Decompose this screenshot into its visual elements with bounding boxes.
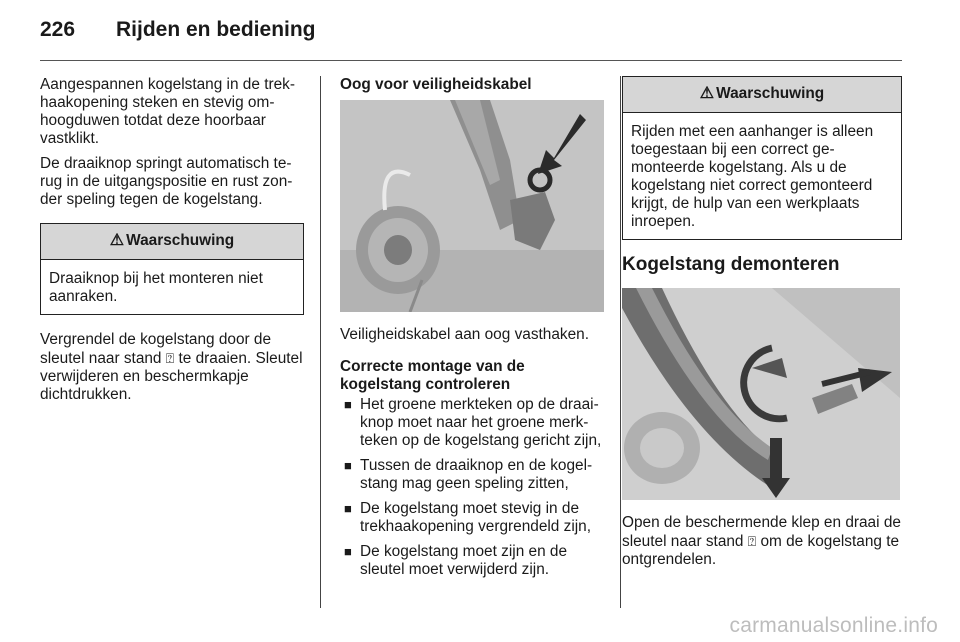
bullet-icon: ■ xyxy=(344,501,352,516)
lock-text-end: te draaien. Sleutel verwijderen en beschermkapje dichtdrukken. xyxy=(40,350,303,403)
key-unlock-icon: ⍰ xyxy=(747,533,757,549)
lock-text-start: Vergrendel de kogelstang door de sleutel naar stand xyxy=(40,331,272,367)
watermark: carmanualsonline.info xyxy=(729,614,938,637)
header-divider xyxy=(40,60,902,61)
safety-cable-eye-photo xyxy=(340,100,604,312)
page-title: Rijden en bediening xyxy=(116,18,316,41)
list-item-text: Tussen de draaiknop en de kogelstang mag geen speling zitten, xyxy=(360,457,593,492)
list-item xyxy=(340,396,604,450)
bullet-icon: ■ xyxy=(344,544,352,559)
list-item-text: Het groene merkteken op de draaiknop moet naar het groene merkteken op de kogelstang gericht zijn, xyxy=(360,396,602,449)
caption-hook-safety-cable: Veiligheidskabel aan oog vasthaken. xyxy=(340,326,590,343)
paragraph-insert-ball-bar: Aangespannen kogelstang in de trekhaakopening steken en stevig omhoogduwen totdat deze hoorbaar vastklikt. xyxy=(40,76,295,147)
section-heading-remove-ball-bar: Kogelstang demonteren xyxy=(622,254,840,275)
page-header xyxy=(40,18,316,48)
warning-triangle-icon: ⚠ xyxy=(699,85,715,102)
column-divider-1 xyxy=(320,76,321,608)
list-item xyxy=(340,457,604,493)
bullet-icon: ■ xyxy=(344,397,352,412)
bullet-icon: ■ xyxy=(344,458,352,473)
column-left xyxy=(40,76,304,411)
list-item xyxy=(340,500,604,536)
column-right xyxy=(622,76,902,576)
caption-unlock-ball-bar xyxy=(622,514,902,569)
warning-header xyxy=(41,224,303,260)
section-heading-check-mounting: Correcte montage van de kogelstang controleren xyxy=(340,358,525,393)
section-heading-safety-cable-eye: Oog voor veiligheidskabel xyxy=(340,76,532,93)
list-item-text: De kogelstang moet stevig in de trekhaakopening vergrendeld zijn, xyxy=(360,500,592,535)
key-lock-icon: ⍰ xyxy=(165,350,175,366)
paragraph-lock-ball-bar xyxy=(40,331,304,404)
warning-title: Waarschuwing xyxy=(126,232,235,249)
check-list xyxy=(340,396,604,579)
page-number: 226 xyxy=(40,18,76,41)
warning-header xyxy=(623,77,901,113)
list-item-text: De kogelstang moet zijn en de sleutel moet verwijderd zijn. xyxy=(360,543,568,578)
caption-text-end: om de kogelstang te ontgrendelen. xyxy=(622,533,900,568)
warning-box-trailer xyxy=(622,76,902,240)
paragraph-knob-springs-back: De draaiknop springt automatisch terug in de uitgangspositie en rust zonder speling tegen de kogelstang. xyxy=(40,155,293,208)
column-middle xyxy=(340,76,604,586)
warning-box-knob xyxy=(40,223,304,315)
warning-text: Draaiknop bij het monteren niet aanraken. xyxy=(49,270,263,305)
column-divider-2 xyxy=(620,76,621,608)
warning-triangle-icon: ⚠ xyxy=(109,232,125,249)
warning-text: Rijden met een aanhanger is alleen toegestaan bij een correct gemonteerde kogelstang. Als u de kogelstang niet correct gemonteerd krijgt, de hulp van een werkplaats inroepen. xyxy=(631,123,874,230)
warning-title: Waarschuwing xyxy=(716,85,825,102)
list-item xyxy=(340,543,604,579)
caption-text-start: Open de beschermende klep en draai de sleutel naar stand xyxy=(622,514,901,550)
remove-ball-bar-photo xyxy=(622,288,900,500)
